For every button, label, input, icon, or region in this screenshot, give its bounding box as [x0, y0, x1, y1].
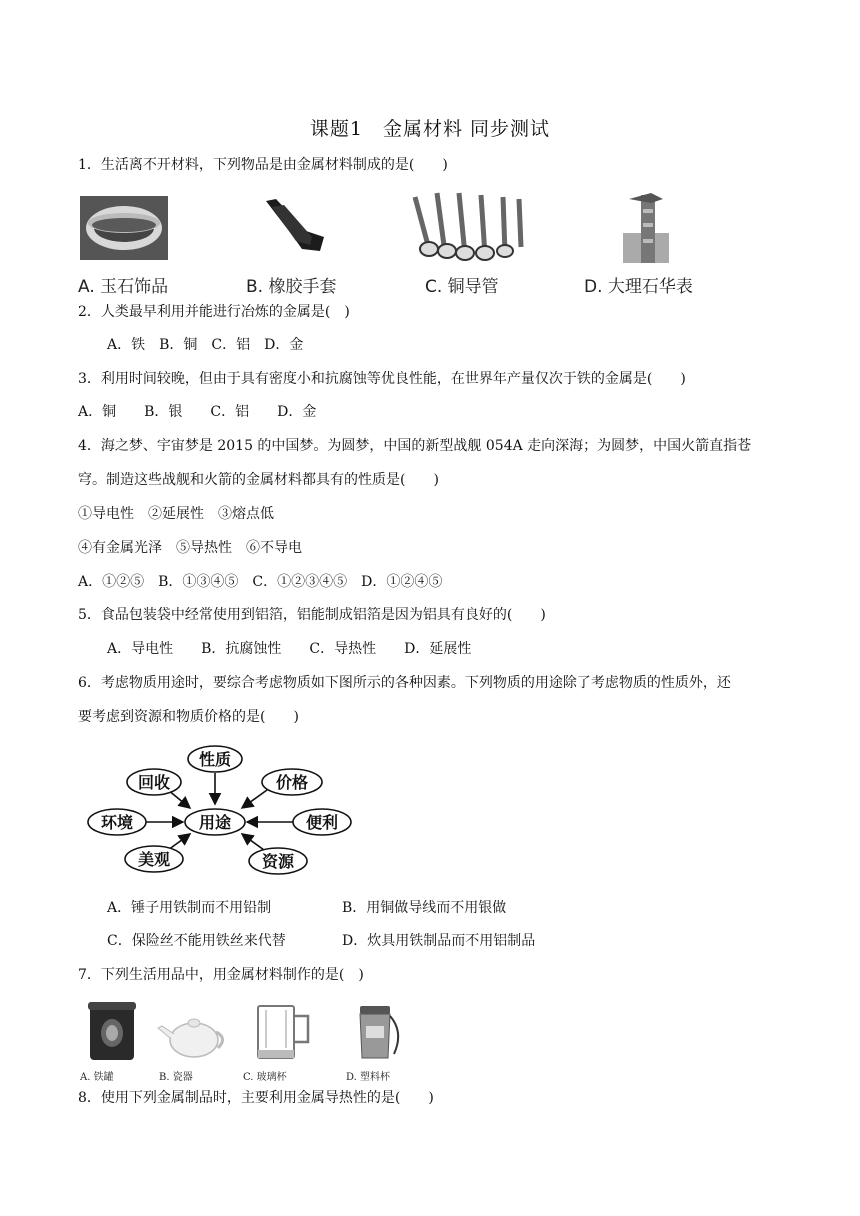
caption-glass-cup: C. 玻璃杯 — [243, 1072, 287, 1083]
caption-marble: D. 大理石华表 — [584, 277, 693, 297]
question-5-stem: 5．食品包装袋中经常使用到铝箔，铝能制成铝箔是因为铝具有良好的( ) — [78, 607, 546, 623]
page-title: 课题1 金属材料 同步测试 — [309, 118, 551, 140]
caption-iron-can: A. 铁罐 — [80, 1072, 114, 1083]
node-resource-label: 资源 — [261, 852, 295, 871]
node-environment-label: 环境 — [100, 813, 134, 832]
jade-bracelet-image — [80, 196, 168, 260]
question-8-stem: 8．使用下列金属制品时，主要利用金属导热性的是( ) — [78, 1090, 434, 1106]
node-price-label: 价格 — [275, 773, 309, 792]
porcelain-teapot-image — [156, 1006, 230, 1060]
caption-jade: A. 玉石饰品 — [78, 277, 169, 297]
question-4-properties-1: ①导电性 ②延展性 ③熔点低 — [78, 506, 274, 522]
node-appearance-label: 美观 — [137, 850, 171, 869]
plastic-cup-image — [356, 1004, 406, 1060]
caption-copper-pipe: C. 铜导管 — [425, 277, 499, 297]
question-1-stem: 1．生活离不开材料，下列物品是由金属材料制成的是( ) — [78, 157, 448, 173]
caption-plastic-cup: D. 塑料杯 — [346, 1072, 391, 1083]
question-5-options: A．导电性 B．抗腐蚀性 C．导热性 D．延展性 — [107, 641, 472, 657]
node-property-label: 性质 — [198, 750, 232, 769]
question-6-stem-line1: 6．考虑物质用途时，要综合考虑物质如下图所示的各种因素。下列物质的用途除了考虑物质的性质外，还 — [78, 675, 731, 691]
question-6-option-b: B．用铜做导线而不用银做 — [342, 900, 507, 916]
rubber-glove-image — [262, 197, 328, 255]
question-7-stem: 7．下列生活用品中，用金属材料制作的是( ) — [78, 967, 364, 983]
node-usage-label: 用途 — [198, 813, 232, 832]
question-2-options: A．铁 B．铜 C．铝 D．金 — [107, 337, 304, 353]
caption-porcelain: B. 瓷器 — [159, 1072, 193, 1083]
question-4-options: A．①②⑤ B．①③④⑤ C．①②③④⑤ D．①②④⑤ — [78, 574, 443, 590]
question-4-stem-line1: 4．海之梦、宇宙梦是 2015 的中国梦。为圆梦，中国的新型战舰 054A 走向深海；为圆梦，中国火箭直指苍 — [78, 438, 752, 454]
question-6-option-c: C．保险丝不能用铁丝来代替 — [107, 933, 286, 949]
node-recycle-label: 回收 — [137, 773, 171, 792]
marble-column-image — [623, 189, 669, 263]
glass-cup-image — [252, 1002, 312, 1060]
factor-diagram — [80, 740, 370, 880]
node-convenience-label: 便利 — [305, 813, 339, 832]
question-6-option-d: D．炊具用铁制品而不用铝制品 — [342, 933, 536, 949]
question-4-stem-line2: 穹。制造这些战舰和火箭的金属材料都具有的性质是( ) — [78, 472, 439, 488]
question-3-stem: 3．利用时间较晚，但由于具有密度小和抗腐蚀等优良性能，在世界年产量仅次于铁的金属是( ) — [78, 371, 686, 387]
question-6-option-a: A．锤子用铁制而不用铅制 — [107, 900, 272, 916]
copper-pipe-image — [407, 189, 525, 261]
iron-can-image — [86, 1000, 138, 1062]
question-4-properties-2: ④有金属光泽 ⑤导热性 ⑥不导电 — [78, 540, 302, 556]
question-3-options: A．铜 B．银 C．铝 D．金 — [78, 404, 317, 420]
question-6-stem-line2: 要考虑到资源和物质价格的是( ) — [78, 709, 299, 725]
question-2-stem: 2．人类最早利用并能进行冶炼的金属是( ) — [78, 304, 350, 320]
caption-rubber-glove: B. 橡胶手套 — [246, 277, 337, 297]
